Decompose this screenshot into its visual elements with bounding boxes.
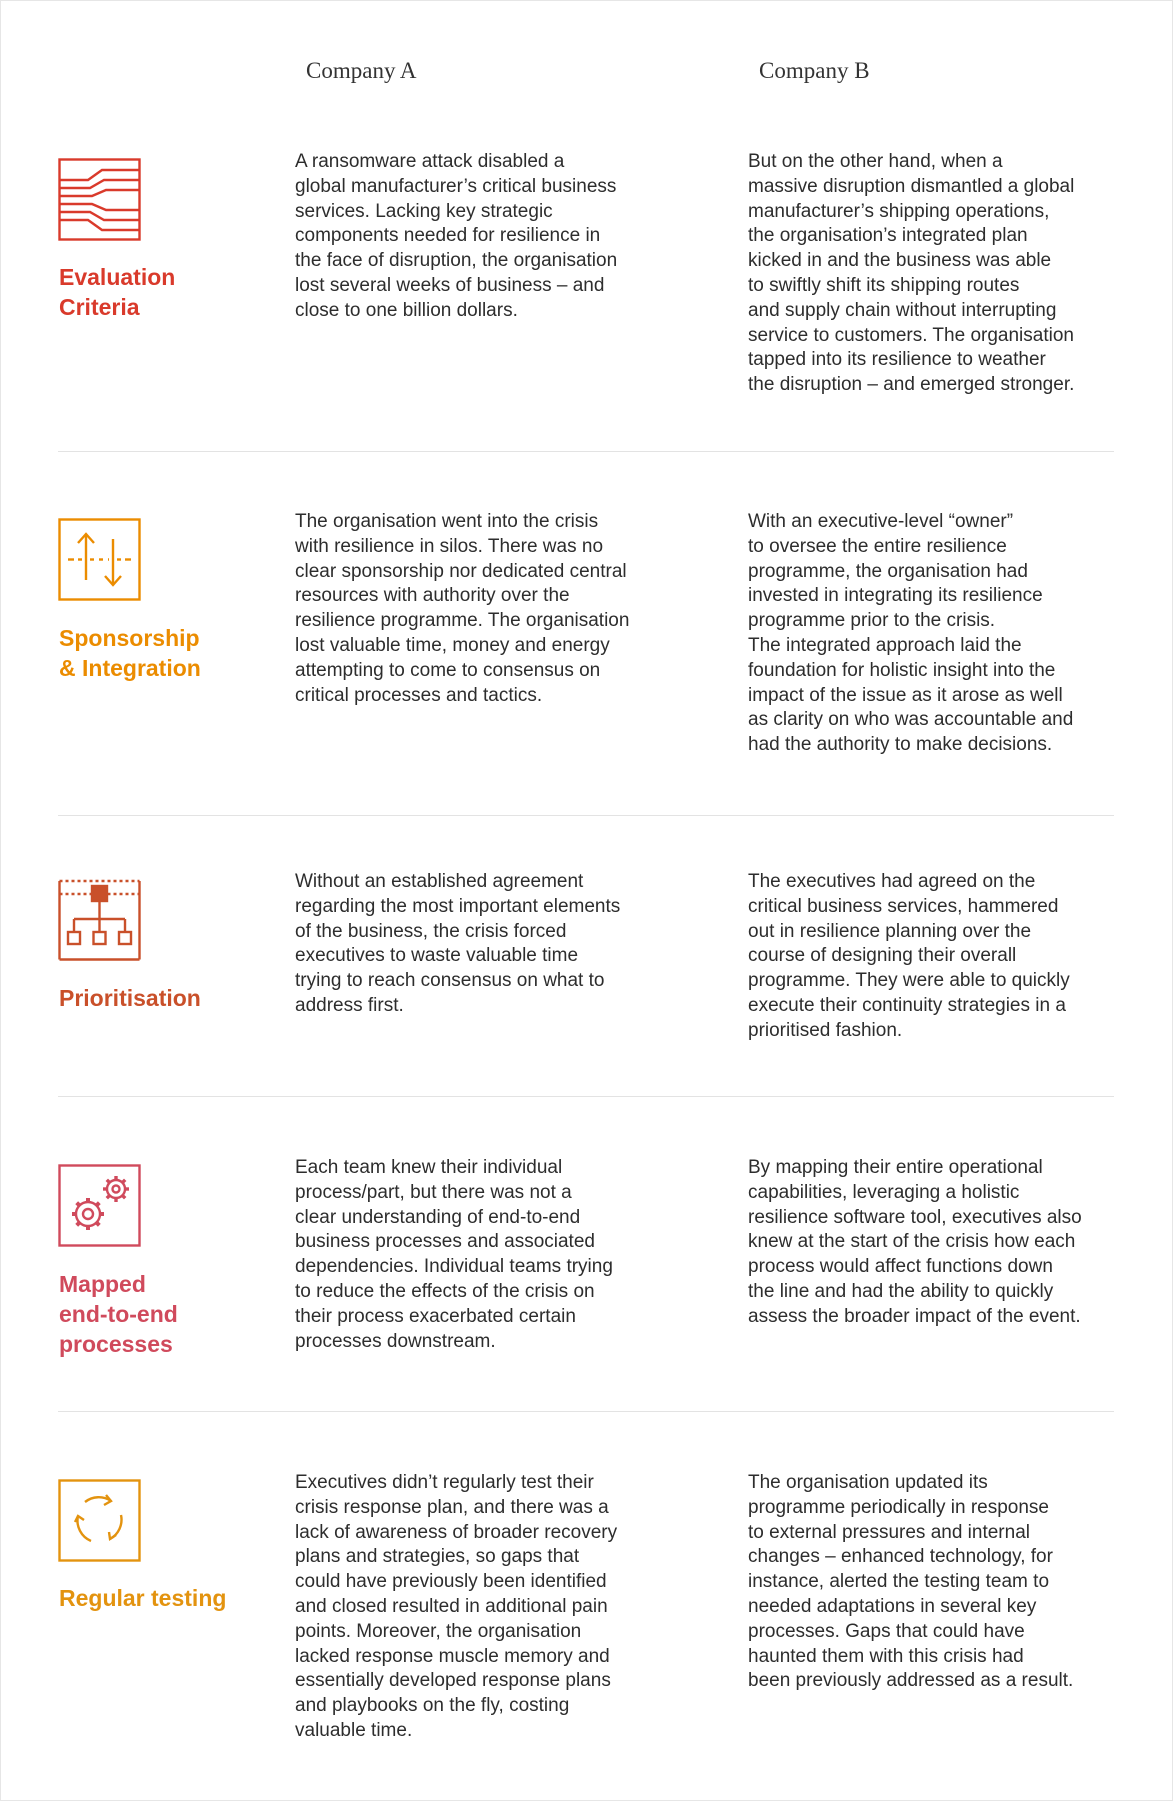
company-b-text: With an executive-level “owner” to oversee the entire resilience programme, the organisation had invested in integrating its resilience programme prior to the crisis. The integrated approach laid the foundation for holistic insight into the impact of the issue as it arose as well as clarity on who was accountable and had the authority to make decisions.	[748, 511, 1074, 756]
row-divider	[58, 451, 1114, 452]
row-label: Prioritisation	[59, 985, 201, 1011]
row-label: Evaluation Criteria	[59, 264, 176, 320]
row-label: Mapped end-to-end processes	[59, 1271, 178, 1357]
company-b-heading: Company B	[759, 58, 870, 83]
row-divider	[58, 1096, 1114, 1097]
row-divider	[58, 815, 1114, 816]
row-label: Regular testing	[59, 1585, 227, 1611]
row-label: Sponsorship & Integration	[59, 625, 201, 681]
gears-icon	[58, 1164, 141, 1247]
company-a-text: Without an established agreement regarding the most important elements of the business, the crisis forced executives to waste valuable time trying to reach consensus on what to address first.	[295, 871, 621, 1016]
hierarchy-chart-icon	[58, 878, 141, 961]
company-a-text: A ransomware attack disabled a global manufacturer’s critical business services. Lacking key strategic components needed for resilience in the face of disruption, the organisation lost several weeks of business – and close to one billion dollars.	[295, 151, 618, 321]
cycle-arrows-icon	[58, 1479, 141, 1562]
company-a-heading: Company A	[306, 58, 417, 83]
company-b-text: The executives had agreed on the critical business services, hammered out in resilience planning over the course of designing their overall programme. They were able to quickly execute their continuity strategies in a prioritised fashion.	[748, 871, 1070, 1041]
company-b-text: But on the other hand, when a massive disruption dismantled a global manufacturer’s shipping operations, the organisation’s integrated plan kicked in and the business was able to swiftly shift its shipping routes and supply chain without interrupting service to customers. The organisation tapped into its resilience to weather the disruption – and emerged stronger.	[748, 151, 1075, 396]
company-a-text: Executives didn’t regularly test their crisis response plan, and there was a lack of awareness of broader recovery plans and strategies, so gaps that could have previously been identified and closed resulted in additional pain points. Moreover, the organisation lacked response muscle memory and essentially developed response plans and playbooks on the fly, costing valuable time.	[295, 1472, 618, 1741]
company-a-text: Each team knew their individual process/part, but there was not a clear understanding of end-to-end business processes and associated dependencies. Individual teams trying to reduce the effects of the crisis on their process exacerbated certain processes downstream.	[295, 1157, 613, 1352]
row-divider	[58, 1411, 1114, 1412]
evaluation-criteria-icon	[58, 158, 141, 241]
company-b-text: The organisation updated its programme periodically in response to external pressures and internal changes – enhanced technology, for instance, alerted the testing team to needed adaptations in several key processes. Gaps that could have haunted them with this crisis had been previously addressed as a result.	[748, 1472, 1074, 1692]
up-down-arrows-icon	[58, 518, 141, 601]
company-a-text: The organisation went into the crisis with resilience in silos. There was no clear sponsorship nor dedicated central resources with authority over the resilience programme. The organisation lost valuable time, money and energy attempting to come to consensus on critical processes and tactics.	[295, 511, 630, 706]
company-b-text: By mapping their entire operational capabilities, leveraging a holistic resilience software tool, executives also knew at the start of the crisis how each process would affect functions down the line and had the ability to quickly assess the broader impact of the event.	[748, 1157, 1082, 1327]
